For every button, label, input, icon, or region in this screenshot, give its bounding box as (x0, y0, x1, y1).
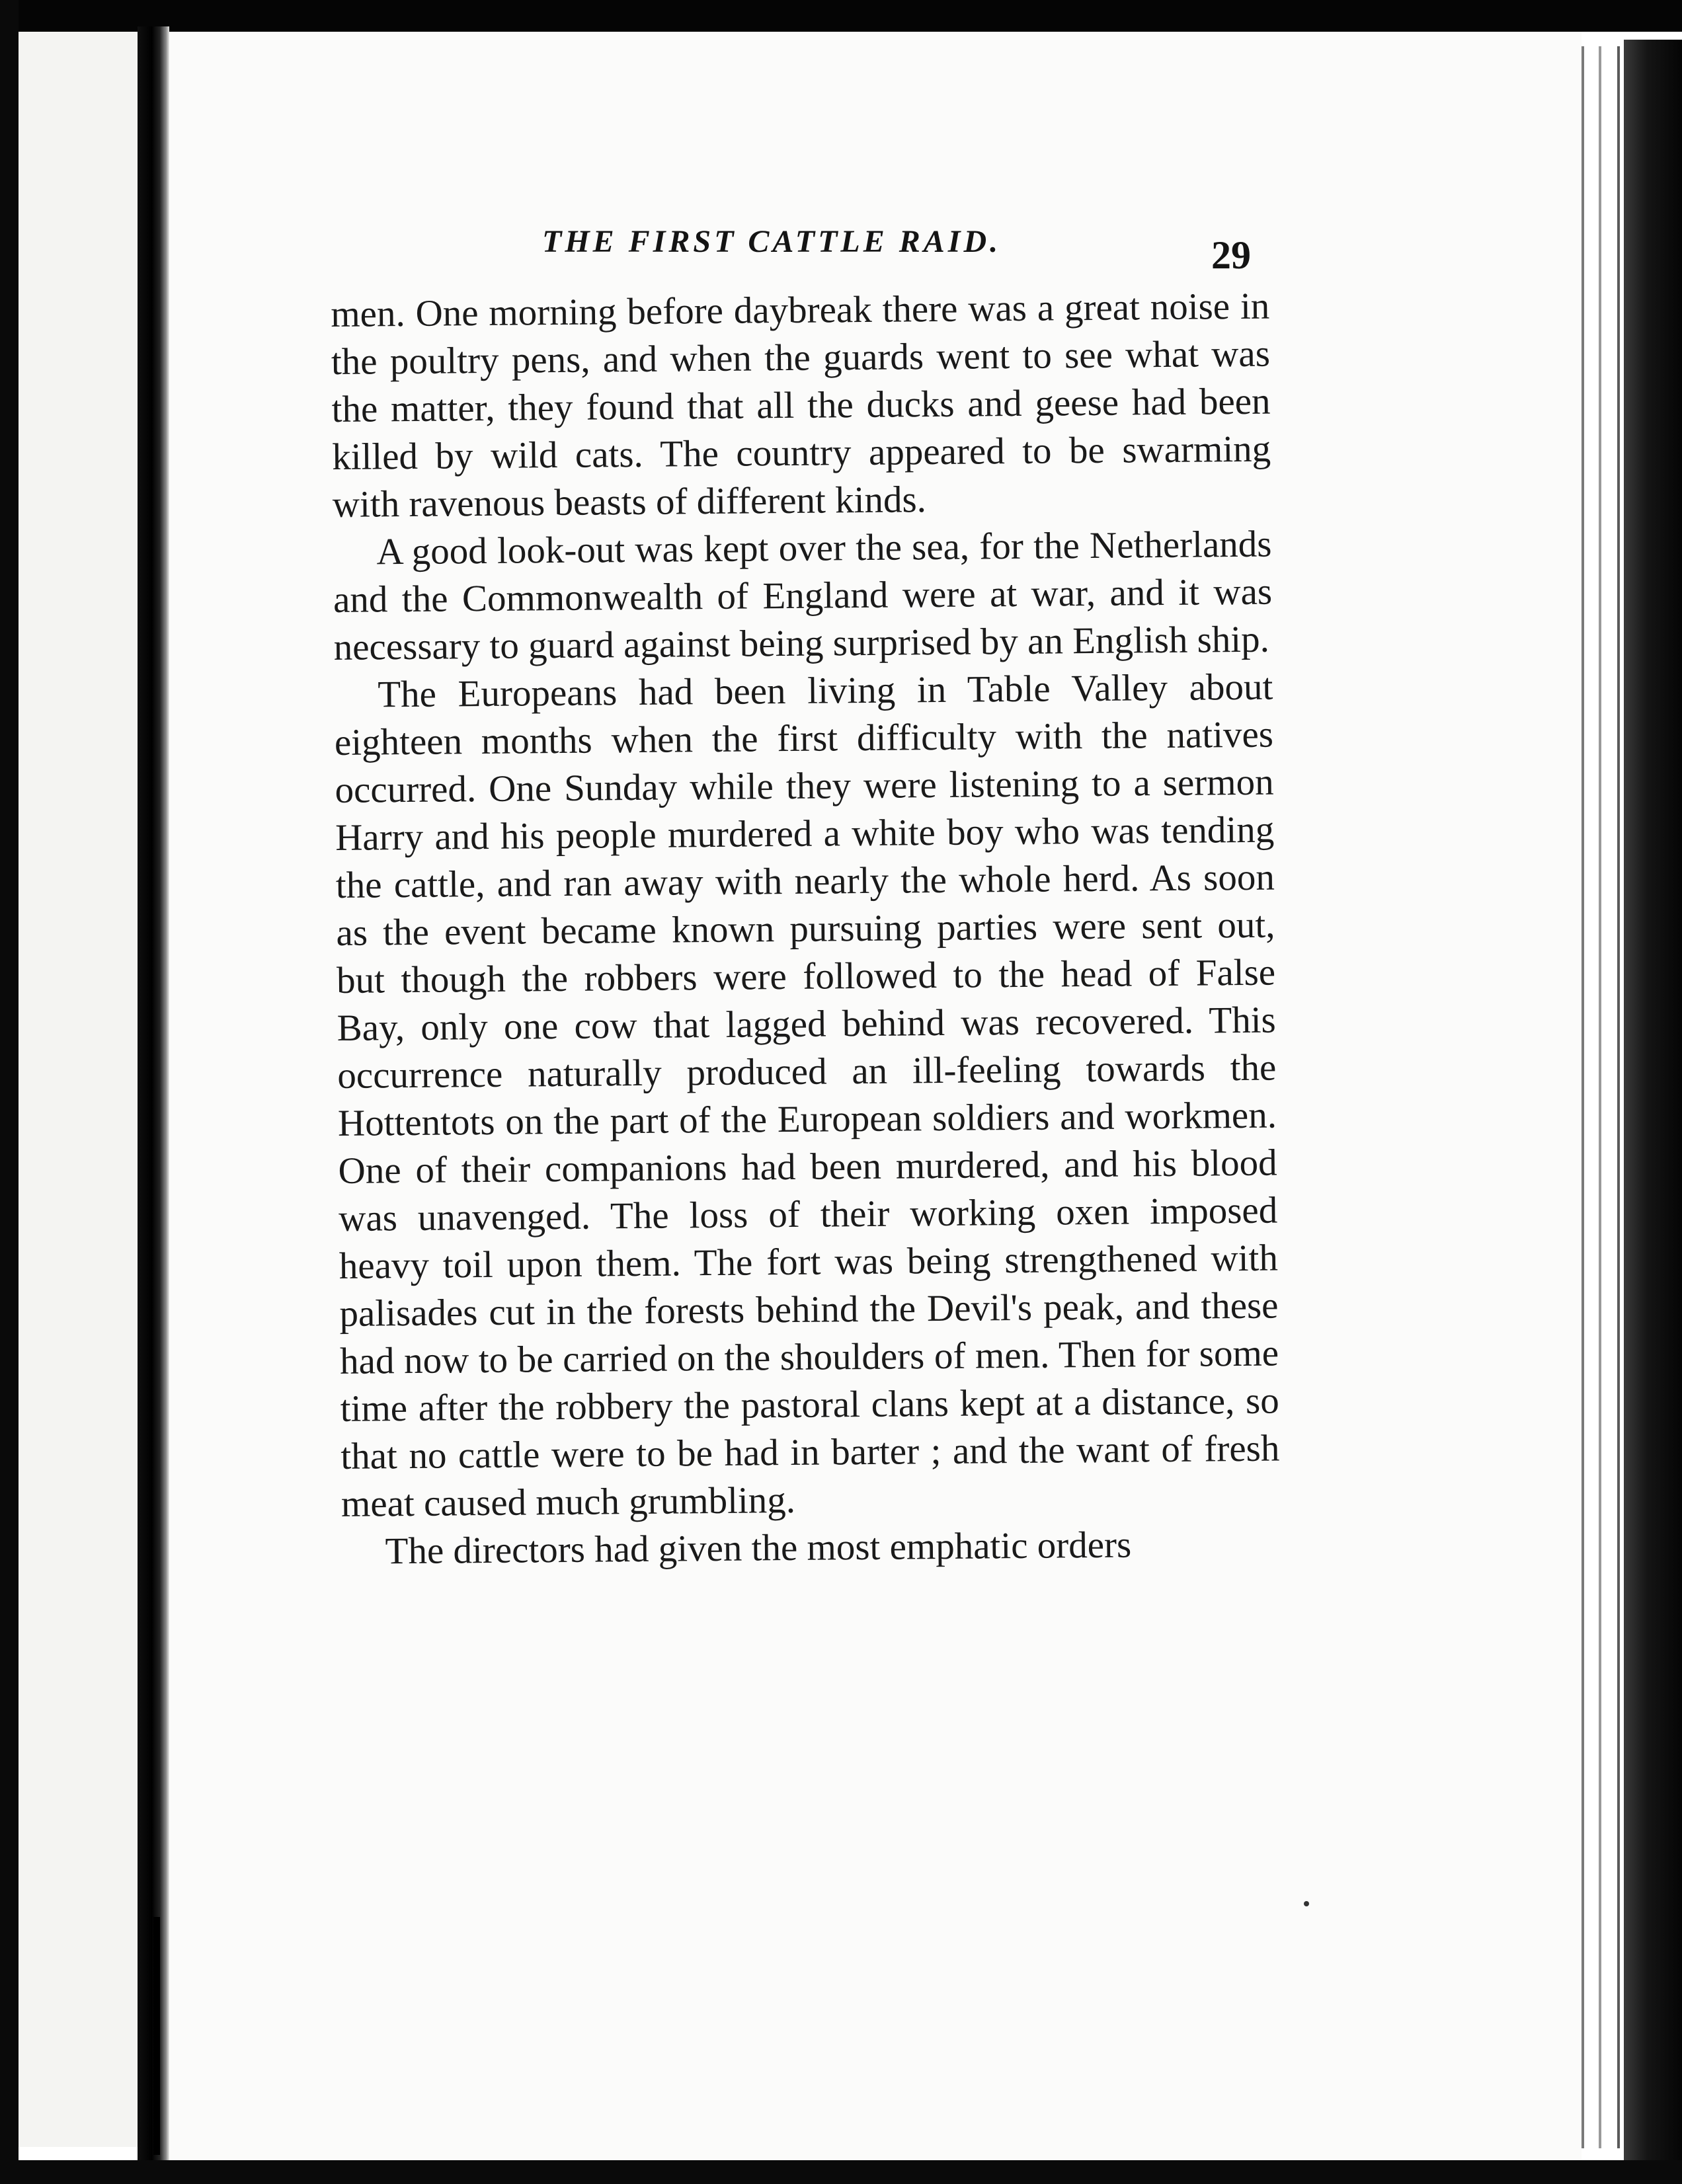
book-gutter (138, 26, 169, 2162)
page-stack-edge (1624, 40, 1682, 2162)
scan-speck (1304, 1901, 1309, 1906)
body-text (331, 283, 1281, 1576)
facing-page-edge (19, 32, 138, 2147)
scan-bottom-border (0, 2160, 1682, 2184)
scan-top-border (0, 0, 1682, 32)
page-number: 29 (1211, 233, 1251, 277)
paragraph: men. One morning before daybreak there was a great noise in the poultry pens, and when the guards went to see what was the matter, they found that all the ducks and geese had been killed by wild cats. The country appeared to be swarming with ravenous beasts of different kinds. (331, 285, 1271, 526)
running-title: THE FIRST CATTLE RAID. (542, 224, 1002, 259)
page-edge-line (1582, 46, 1584, 2148)
paragraph: The Europeans had been living in Table Valley about eighteen months when the first difficulty with the natives occurred. One Sunday while they were listening to a sermon Harry and his people murdered a white boy who was tending the cattle, and ran away with nearly the whole herd. As soon as the event became known pursuing parties were sent out, but though the robbers were followed to the head of False Bay, only one cow that lagged behind was recovered. This occurrence naturally produced an ill-feeling towards the Hottentots on the part of the European soldiers and workmen. One of their companions had been murdered, and his blood was unavenged. The loss of their working oxen imposed heavy toil upon them. The fort was being strengthened with palisades cut in the forests behind the Devil's peak, and these had now to be carried on the shoulders of men. Then for some time after the robbery the pastoral clans kept at a distance, so that no cattle were to be had in barter ; and the want of fresh meat caused much grumbling. (334, 666, 1280, 1525)
paragraph: The directors had given the most emphatic orders (385, 1524, 1132, 1573)
scan-left-border (0, 0, 19, 2184)
book-spine-shadow (153, 1917, 160, 2155)
page-edge-line (1617, 46, 1620, 2148)
page-edge-line (1599, 46, 1601, 2148)
paragraph: A good look-out was kept over the sea, for the Netherlands and the Commonwealth of England were at war, and it was necessary to guard against being surprised by an English ship. (333, 523, 1273, 668)
